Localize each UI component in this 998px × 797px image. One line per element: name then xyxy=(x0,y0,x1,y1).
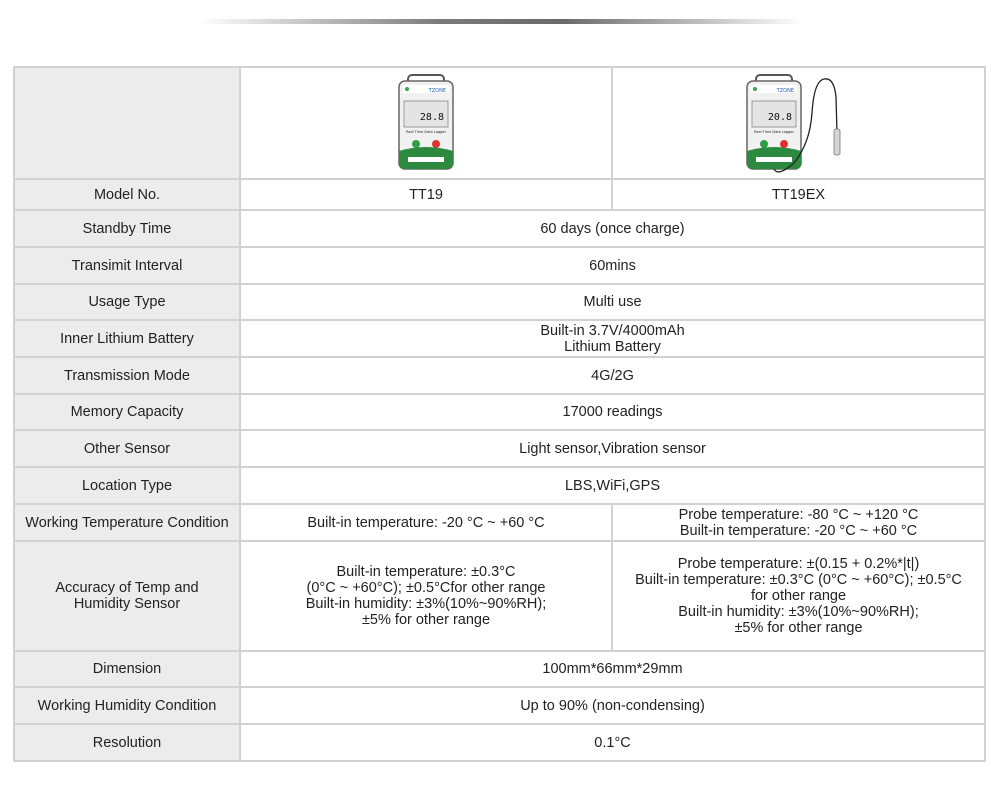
row-usage-type xyxy=(14,284,985,320)
row-label: Memory Capacity xyxy=(14,394,240,430)
row-label: Inner Lithium Battery xyxy=(14,320,240,357)
row-inner-battery xyxy=(14,320,985,357)
row-label: Working Humidity Condition xyxy=(14,687,240,724)
svg-text:Real Time Data Logger: Real Time Data Logger xyxy=(406,130,446,134)
tt19ex-device-image xyxy=(744,73,854,173)
row-value: 17000 readings xyxy=(240,394,985,430)
accuracy-tt19 xyxy=(240,541,612,651)
product-image-tt19ex xyxy=(612,67,985,179)
row-value: 100mm*66mm*29mm xyxy=(240,651,985,687)
spec-table xyxy=(13,66,986,762)
row-label: Model No. xyxy=(14,179,240,210)
row-value: Multi use xyxy=(240,284,985,320)
working-temp-tt19 xyxy=(240,504,612,541)
row-value xyxy=(240,320,985,357)
value-line: Probe temperature: -80 °C ~ +120 °C xyxy=(678,506,919,523)
row-transmit-interval xyxy=(14,247,985,284)
row-label: Standby Time xyxy=(14,210,240,247)
value-line: ±5% for other range xyxy=(734,620,863,636)
row-label: Dimension xyxy=(14,651,240,687)
model-value-tt19: TT19 xyxy=(240,179,612,210)
row-value: 60 days (once charge) xyxy=(240,210,985,247)
row-value: Up to 90% (non-condensing) xyxy=(240,687,985,724)
value-line: Built-in humidity: ±3%(10%~90%RH); xyxy=(305,596,547,612)
row-label: Resolution xyxy=(14,724,240,761)
value-line: for other range xyxy=(750,588,847,604)
row-label: Transimit Interval xyxy=(14,247,240,284)
tt19-device-image xyxy=(396,73,456,173)
row-other-sensor xyxy=(14,430,985,467)
value-line: Lithium Battery xyxy=(564,338,661,355)
row-working-humidity xyxy=(14,687,985,724)
row-label: Other Sensor xyxy=(14,430,240,467)
image-row xyxy=(14,67,985,179)
row-memory-capacity xyxy=(14,394,985,430)
row-location-type xyxy=(14,467,985,504)
svg-text:TZONE: TZONE xyxy=(776,88,794,94)
row-label: Transmission Mode xyxy=(14,357,240,394)
value-line: Built-in temperature: ±0.3°C xyxy=(336,564,516,580)
value-line: ±5% for other range xyxy=(361,612,491,628)
value-line: Built-in temperature: ±0.3°C (0°C ~ +60°C); ±0.5°C xyxy=(635,572,962,588)
label-line: Humidity Sensor xyxy=(73,596,181,612)
svg-text:Real Time Data Logger: Real Time Data Logger xyxy=(753,130,794,134)
row-label xyxy=(14,541,240,651)
row-model-no xyxy=(14,179,985,210)
working-temp-tt19ex xyxy=(612,504,985,541)
row-accuracy xyxy=(14,541,985,651)
decorative-top-rule xyxy=(200,19,804,24)
value-line: Built-in humidity: ±3%(10%~90%RH); xyxy=(678,604,919,620)
row-label: Usage Type xyxy=(14,284,240,320)
svg-text:20.8: 20.8 xyxy=(767,112,792,123)
accuracy-tt19ex xyxy=(612,541,985,651)
image-row-label xyxy=(14,67,240,179)
row-standby-time xyxy=(14,210,985,247)
row-value: LBS,WiFi,GPS xyxy=(240,467,985,504)
row-value: 0.1°C xyxy=(240,724,985,761)
value-line: Built-in temperature: -20 °C ~ +60 °C xyxy=(679,522,918,539)
row-label: Working Temperature Condition xyxy=(14,504,240,541)
row-value: 4G/2G xyxy=(240,357,985,394)
svg-text:TZONE: TZONE xyxy=(428,88,446,94)
row-resolution xyxy=(14,724,985,761)
svg-text:28.8: 28.8 xyxy=(419,112,444,123)
row-transmission-mode xyxy=(14,357,985,394)
label-line: Accuracy of Temp and xyxy=(55,580,199,596)
row-label: Location Type xyxy=(14,467,240,504)
value-line: Built-in 3.7V/4000mAh xyxy=(540,322,685,339)
row-working-temperature xyxy=(14,504,985,541)
row-value: Light sensor,Vibration sensor xyxy=(240,430,985,467)
value-line: Probe temperature: ±(0.15 + 0.2%*|t|) xyxy=(677,556,920,572)
row-dimension xyxy=(14,651,985,687)
value-line: (0°C ~ +60°C); ±0.5°Cfor other range xyxy=(306,580,546,596)
product-image-tt19 xyxy=(240,67,612,179)
row-value: 60mins xyxy=(240,247,985,284)
value-line: Built-in temperature: -20 °C ~ +60 °C xyxy=(307,514,545,531)
model-value-tt19ex: TT19EX xyxy=(612,179,985,210)
